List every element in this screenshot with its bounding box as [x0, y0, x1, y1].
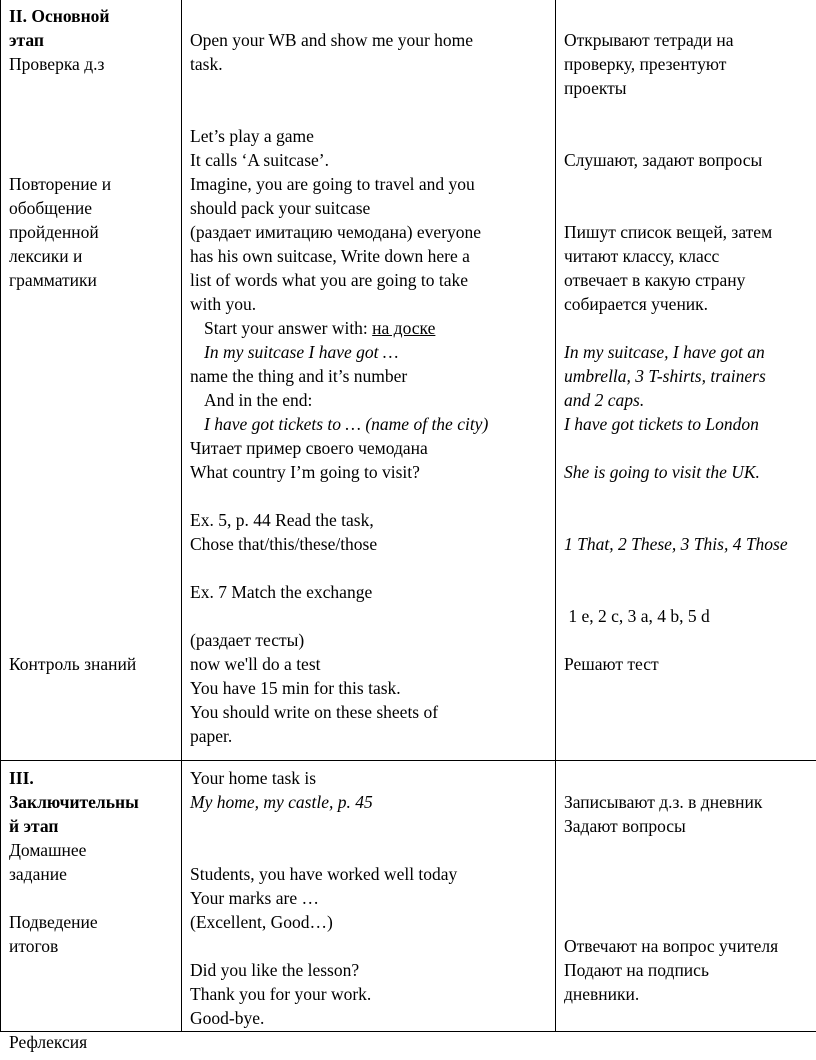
board-note: на доске: [372, 318, 436, 338]
stage-step-reflection: Рефлексия: [9, 1032, 88, 1052]
stage2-teacher-cell: Open your WB and show me your home task. Let’s play a game It calls ‘A suitcase’. Imagine, you are going to travel and you should pack your suitcase (раздает имитацию чемодана) everyone has his own suitcase, Write down here a list of words what you are going to take with you. Start your answer with: на доске In my suitcase I have got … name the thing and it’s number And in the end: I have got tickets to … (name of the city) Читает пример своего чемодана What country I’m going to visit? Ex. 5, p. 44 Read the task, Chose that/this/these/those Ex. 7 Match the exchange (раздает тесты) now we'll do a test You have 15 min for this task. You should write on these sheets of paper.: [190, 30, 489, 746]
stage3-teacher-cell: Your home task is My home, my castle, p. 45 Students, you have worked well today Your marks are … (Excellent, Good…) Did you like the lesson? Thank you for your work. Good-bye.: [190, 768, 458, 1028]
stage-step-summary: Подведение: [9, 912, 98, 932]
stage-step-knowledge-control: Контроль знаний: [9, 654, 137, 674]
table-divider-col2: [555, 0, 556, 1032]
stage3-title-line2: Заключительны: [9, 792, 139, 812]
stage3-title-line1: III.: [9, 768, 34, 788]
stage-step-home-task: Домашнее: [9, 840, 87, 860]
table-row-divider: [0, 760, 816, 761]
stage2-title-line1: II. Основной: [9, 6, 110, 26]
stage3-stage-cell: III. Заключительны й этап Домашнее задание Подведение итогов Рефлексия: [9, 768, 139, 1052]
stage3-title-line3: й этап: [9, 816, 59, 836]
stage2-student-cell: Открывают тетради на проверку, презентуют проекты Слушают, задают вопросы Пишут список вещей, затем читают классу, класс отвечает в какую страну собирается ученик. In my suitcase, I have got an umbrella, 3 T-shirts, trainers and 2 caps. I have got tickets to London She is going to visit the UK. 1 That, 2 These, 3 This, 4 Those 1 e, 2 c, 3 a, 4 b, 5 d Решают тест: [564, 30, 788, 674]
stage-step-review: Повторение и: [9, 174, 112, 194]
stage2-title-line2: этап: [9, 30, 44, 50]
table-divider-col1: [181, 0, 182, 1032]
stage-step-homework-check: Проверка д.з: [9, 54, 105, 74]
stage2-stage-cell: II. Основной этап Проверка д.з Повторение и обобщение пройденной лексики и грамматики Контроль знаний: [9, 6, 137, 674]
table-border-left: [0, 0, 1, 1032]
stage3-student-cell: Записывают д.з. в дневник Задают вопросы Отвечают на вопрос учителя Подают на подпись дневники.: [564, 792, 779, 1004]
